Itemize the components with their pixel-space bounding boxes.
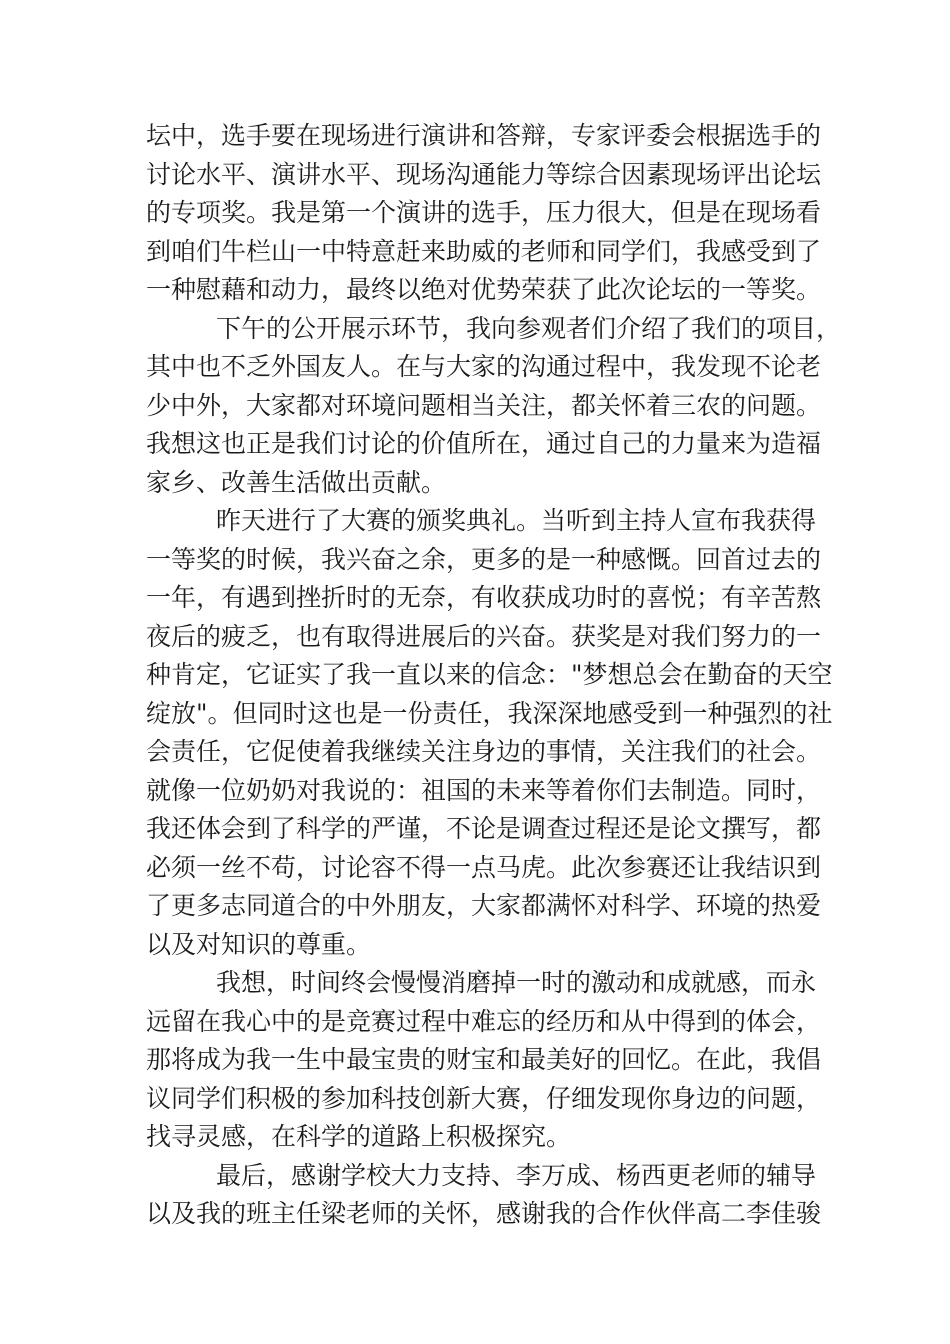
text-line: 远留在我心中的是竞赛过程中难忘的经历和从中得到的体会， (146, 1006, 822, 1036)
text-line: 我还体会到了科学的严谨，不论是调查过程还是论文撰写，都 (146, 814, 822, 843)
text-line: 我想这也正是我们讨论的价值所在，通过自己的力量来为造福 (146, 429, 822, 458)
text-line: 坛中，选手要在现场进行演讲和答辩，专家评委会根据选手的 (146, 121, 822, 150)
text-line: 以及我的班主任梁老师的关怀，感谢我的合作伙伴高二李佳骏 (146, 1199, 822, 1228)
text-line: 绽放"。但同时这也是一份责任，我深深地感受到一种强烈的社 (146, 698, 833, 728)
paragraph-2 (146, 310, 842, 503)
text-line: 议同学们积极的参加科技创新大赛，仔细发现你身边的问题， (146, 1083, 822, 1113)
text-line: 昨天进行了大赛的颁奖典礼。当听到主持人宣布我获得 (216, 506, 817, 535)
text-line: 到咱们牛栏山一中特意赶来助威的老师和同学们，我感受到了 (146, 236, 822, 266)
text-line: 其中也不乏外国友人。在与大家的沟通过程中，我发现不论老 (146, 352, 822, 381)
text-line: 的专项奖。我是第一个演讲的选手，压力很大，但是在现场看 (146, 198, 822, 227)
text-line: 少中外，大家都对环境问题相当关注，都关怀着三农的问题。 (146, 390, 822, 420)
text-line: 那将成为我一生中最宝贵的财宝和最美好的回忆。在此，我倡 (146, 1045, 822, 1074)
text-line: 就像一位奶奶对我说的：祖国的未来等着你们去制造。同时， (146, 775, 822, 805)
text-line: 一种慰藉和动力，最终以绝对优势荣获了此次论坛的一等奖。 (146, 275, 822, 304)
paragraph-1 (146, 117, 822, 310)
text-line: 以及对知识的尊重。 (146, 929, 372, 959)
text-line: 了更多志同道合的中外朋友，大家都满怀对科学、环境的热爱 (146, 891, 822, 920)
text-line: 种肯定，它证实了我一直以来的信念："梦想总会在勤奋的天空 (146, 660, 833, 689)
paragraph-3 (146, 502, 833, 964)
text-line: 必须一丝不苟，讨论容不得一点马虎。此次参赛还让我结识到 (146, 852, 822, 882)
paragraph-5 (146, 1157, 822, 1234)
text-line: 我想，时间终会慢慢消磨掉一时的激动和成就感，而永 (216, 968, 817, 997)
text-line: 一等奖的时候，我兴奋之余，更多的是一种感慨。回首过去的 (146, 544, 822, 574)
paragraph-4 (146, 964, 822, 1157)
text-line: 一年，有遇到挫折时的无奈，有收获成功时的喜悦；有辛苦熬 (146, 583, 822, 612)
text-line: 找寻灵感，在科学的道路上积极探究。 (146, 1122, 572, 1151)
text-line: 下午的公开展示环节，我向参观者们介绍了我们的项目， (216, 313, 842, 343)
text-line: 会责任，它促使着我继续关注身边的事情，关注我们的社会。 (146, 737, 822, 766)
text-line: 讨论水平、演讲水平、现场沟通能力等综合因素现场评出论坛 (146, 159, 822, 189)
text-line: 夜后的疲乏，也有取得进展后的兴奋。获奖是对我们努力的一 (146, 621, 822, 651)
document-body (146, 117, 842, 1234)
text-line: 家乡、改善生活做出贡献。 (146, 467, 447, 497)
text-line: 最后，感谢学校大力支持、李万成、杨西更老师的辅导 (216, 1160, 817, 1190)
